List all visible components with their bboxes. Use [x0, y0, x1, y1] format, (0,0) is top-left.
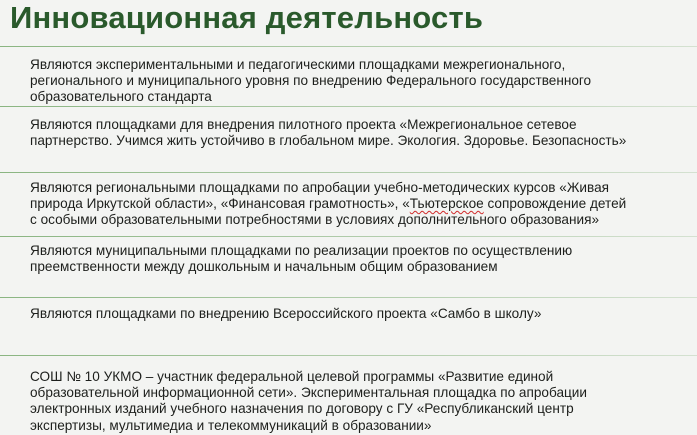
item-line: Являются экспериментальными и педагогическими площадками межрегионального,: [30, 57, 566, 72]
page-title: Инновационная деятельность: [10, 0, 484, 35]
divider: [0, 236, 697, 237]
item-line: СОШ № 10 УКМО – участник федеральной целевой программы «Развитие единой: [30, 369, 554, 384]
list-item: [30, 243, 695, 275]
divider: [0, 172, 697, 173]
item-line: партнерство. Учимся жить устойчиво в глобальном мире. Экология. Здоровье. Безопасность»: [30, 133, 627, 149]
item-line: с особыми образовательными потребностями в условиях дополнительного образования»: [30, 212, 600, 228]
item-line: образовательного стандарта: [30, 89, 212, 105]
item-line: образовательной информационной сети». Экспериментальная площадка по апробации: [30, 385, 587, 401]
item-line-part: сопровождение детей: [483, 196, 627, 212]
divider: [0, 297, 697, 298]
item-line: [30, 196, 695, 212]
item-line-part: природа Иркутской области», «Финансовая грамотность», «: [30, 196, 410, 212]
divider: [0, 106, 697, 107]
divider: [0, 46, 697, 47]
list-item: [30, 306, 695, 322]
divider: [0, 355, 697, 356]
spellcheck-underlined-word: Тьютерское: [409, 196, 484, 212]
item-line: регионального и муниципального уровня по внедрению Федерального государственного: [30, 73, 592, 89]
item-line: электронных изданий учебного назначения по договору с ГУ «Республиканский центр: [30, 401, 574, 417]
item-line: Являются региональными площадками по апробации учебно-методических курсов «Живая: [30, 180, 610, 195]
item-line: Являются площадками для внедрения пилотного проекта «Межрегиональное сетевое: [30, 117, 577, 132]
list-item: [30, 369, 695, 434]
list-item: [30, 57, 695, 106]
list-item: [30, 180, 695, 229]
item-line: Являются площадками по внедрению Всероссийского проекта «Самбо в школу»: [30, 306, 542, 321]
item-line: экспертизы, мультимедиа и телекоммуникаций в образовании»: [30, 417, 432, 433]
list-item: [30, 117, 695, 149]
item-line: Являются муниципальными площадками по реализации проектов по осуществлению: [30, 243, 573, 258]
item-line: преемственности между дошкольным и начальным общим образованием: [30, 259, 498, 275]
